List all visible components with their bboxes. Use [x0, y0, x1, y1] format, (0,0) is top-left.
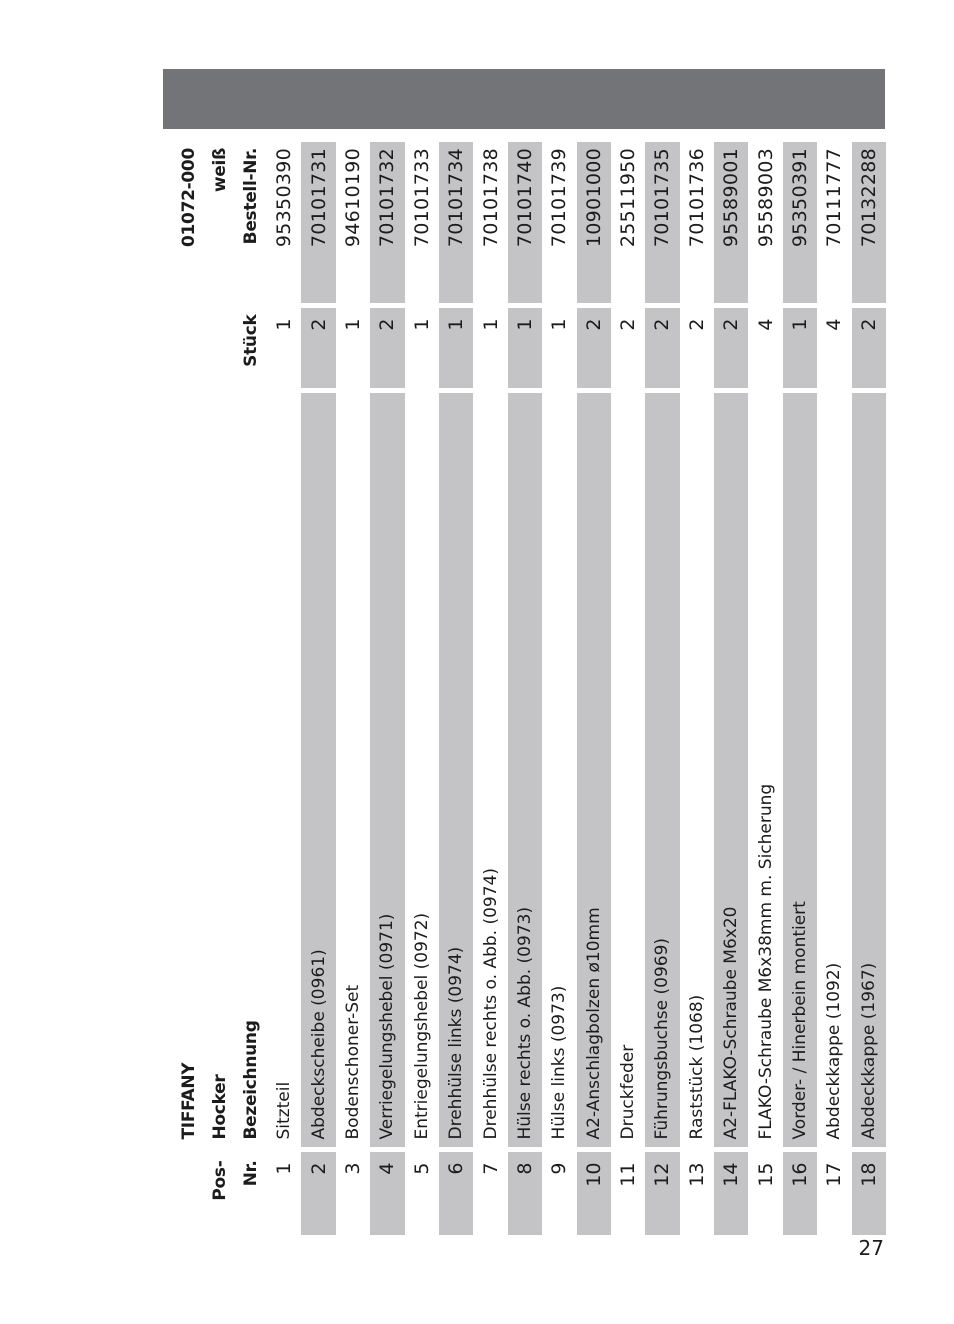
- table-row: [508, 142, 542, 1235]
- qty-cell: 2: [680, 306, 714, 391]
- order-number-cell: 10901000: [577, 142, 611, 306]
- header-article-number: 01072-000: [179, 148, 199, 247]
- order-number-cell: 95350390: [267, 142, 301, 306]
- table-row: [817, 142, 851, 1235]
- header-bezeichnung-label: Bezeichnung: [241, 1020, 261, 1140]
- qty-cell: 1: [336, 306, 370, 391]
- qty-cell: 2: [370, 306, 404, 391]
- order-number-cell: 95350391: [783, 142, 817, 306]
- name-cell: Raststück (1068): [680, 391, 714, 1150]
- order-number-cell: 70101738: [473, 142, 507, 306]
- name-cell: Drehhülse rechts o. Abb. (0974): [473, 391, 507, 1150]
- pos-cell: 17: [817, 1150, 851, 1235]
- header-bezeichnung: [163, 391, 267, 1150]
- qty-cell: 4: [748, 306, 782, 391]
- header-stueck-label: Stück: [241, 314, 261, 367]
- table-row: [370, 142, 404, 1235]
- name-cell: A2-FLAKO-Schraube M6x20: [714, 391, 748, 1150]
- qty-cell: 2: [714, 306, 748, 391]
- order-number-cell: 25511950: [611, 142, 645, 306]
- pos-cell: 11: [611, 1150, 645, 1235]
- header-pos-line1: Pos-: [210, 1160, 230, 1201]
- name-cell: Führungsbuchse (0969): [645, 391, 679, 1150]
- order-number-cell: 70101735: [645, 142, 679, 306]
- table-row: [336, 142, 370, 1235]
- name-cell: Drehhülse links (0974): [439, 391, 473, 1150]
- header-stueck: [163, 306, 267, 391]
- pos-cell: 12: [645, 1150, 679, 1235]
- header-color: weiß: [210, 148, 230, 193]
- table-header-row: [163, 142, 267, 1235]
- qty-cell: 2: [301, 306, 335, 391]
- qty-cell: 4: [817, 306, 851, 391]
- table-row: [542, 142, 576, 1235]
- qty-cell: 2: [852, 306, 886, 391]
- table-row: [301, 142, 335, 1235]
- table-row: [611, 142, 645, 1235]
- name-cell: Vorder- / Hinerbein montiert: [783, 391, 817, 1150]
- name-cell: Sitzteil: [267, 391, 301, 1150]
- table-row: [748, 142, 782, 1235]
- pos-cell: 10: [577, 1150, 611, 1235]
- order-number-cell: 94610190: [336, 142, 370, 306]
- order-number-cell: 70101733: [405, 142, 439, 306]
- name-cell: Hülse links (0973): [542, 391, 576, 1150]
- table-row: [267, 142, 301, 1235]
- table-row: [577, 142, 611, 1235]
- qty-cell: 1: [473, 306, 507, 391]
- header-bestell-label: Bestell-Nr.: [241, 148, 261, 245]
- name-cell: Abdeckkappe (1092): [817, 391, 851, 1150]
- pos-cell: 14: [714, 1150, 748, 1235]
- qty-cell: 1: [542, 306, 576, 391]
- pos-cell: 2: [301, 1150, 335, 1235]
- order-number-cell: 70101731: [301, 142, 335, 306]
- pos-cell: 4: [370, 1150, 404, 1235]
- table-row: [783, 142, 817, 1235]
- order-number-cell: 95589001: [714, 142, 748, 306]
- pos-cell: 15: [748, 1150, 782, 1235]
- pos-cell: 7: [473, 1150, 507, 1235]
- name-cell: Abdeckscheibe (0961): [301, 391, 335, 1150]
- order-number-cell: 70101734: [439, 142, 473, 306]
- pos-cell: 16: [783, 1150, 817, 1235]
- name-cell: Hülse rechts o. Abb. (0973): [508, 391, 542, 1150]
- pos-cell: 8: [508, 1150, 542, 1235]
- name-cell: Druckfeder: [611, 391, 645, 1150]
- order-number-cell: 70101732: [370, 142, 404, 306]
- qty-cell: 2: [577, 306, 611, 391]
- table-row: [405, 142, 439, 1235]
- table-row: [852, 142, 886, 1235]
- pos-cell: 5: [405, 1150, 439, 1235]
- order-number-cell: 70101736: [680, 142, 714, 306]
- parts-table-rotated: [163, 142, 885, 1235]
- order-number-cell: 70132288: [852, 142, 886, 306]
- name-cell: A2-Anschlagbolzen ø10mm: [577, 391, 611, 1150]
- header-pos-line2: Nr.: [241, 1160, 261, 1187]
- page-number: 27: [858, 1236, 884, 1260]
- order-number-cell: 70111777: [817, 142, 851, 306]
- header-bestell: [163, 142, 267, 306]
- qty-cell: 2: [645, 306, 679, 391]
- qty-cell: 1: [267, 306, 301, 391]
- order-number-cell: 70101740: [508, 142, 542, 306]
- qty-cell: 1: [439, 306, 473, 391]
- parts-table: [163, 142, 886, 1235]
- qty-cell: 1: [405, 306, 439, 391]
- table-row: [439, 142, 473, 1235]
- qty-cell: 1: [508, 306, 542, 391]
- order-number-cell: 70101739: [542, 142, 576, 306]
- header-pos: [163, 1150, 267, 1235]
- table-row: [645, 142, 679, 1235]
- header-title: TIFFANY: [179, 1062, 199, 1140]
- table-row: [680, 142, 714, 1235]
- qty-cell: 2: [611, 306, 645, 391]
- name-cell: Entriegelungshebel (0972): [405, 391, 439, 1150]
- pos-cell: 1: [267, 1150, 301, 1235]
- pos-cell: 9: [542, 1150, 576, 1235]
- name-cell: Verriegelungshebel (0971): [370, 391, 404, 1150]
- qty-cell: 1: [783, 306, 817, 391]
- pos-cell: 13: [680, 1150, 714, 1235]
- table-row: [473, 142, 507, 1235]
- header-subtitle: Hocker: [210, 1074, 230, 1140]
- table-row: [714, 142, 748, 1235]
- pos-cell: 3: [336, 1150, 370, 1235]
- pos-cell: 18: [852, 1150, 886, 1235]
- header-band: [163, 69, 885, 129]
- name-cell: FLAKO-Schraube M6x38mm m. Sicherung: [748, 391, 782, 1150]
- name-cell: Bodenschoner-Set: [336, 391, 370, 1150]
- name-cell: Abdeckkappe (1967): [852, 391, 886, 1150]
- order-number-cell: 95589003: [748, 142, 782, 306]
- pos-cell: 6: [439, 1150, 473, 1235]
